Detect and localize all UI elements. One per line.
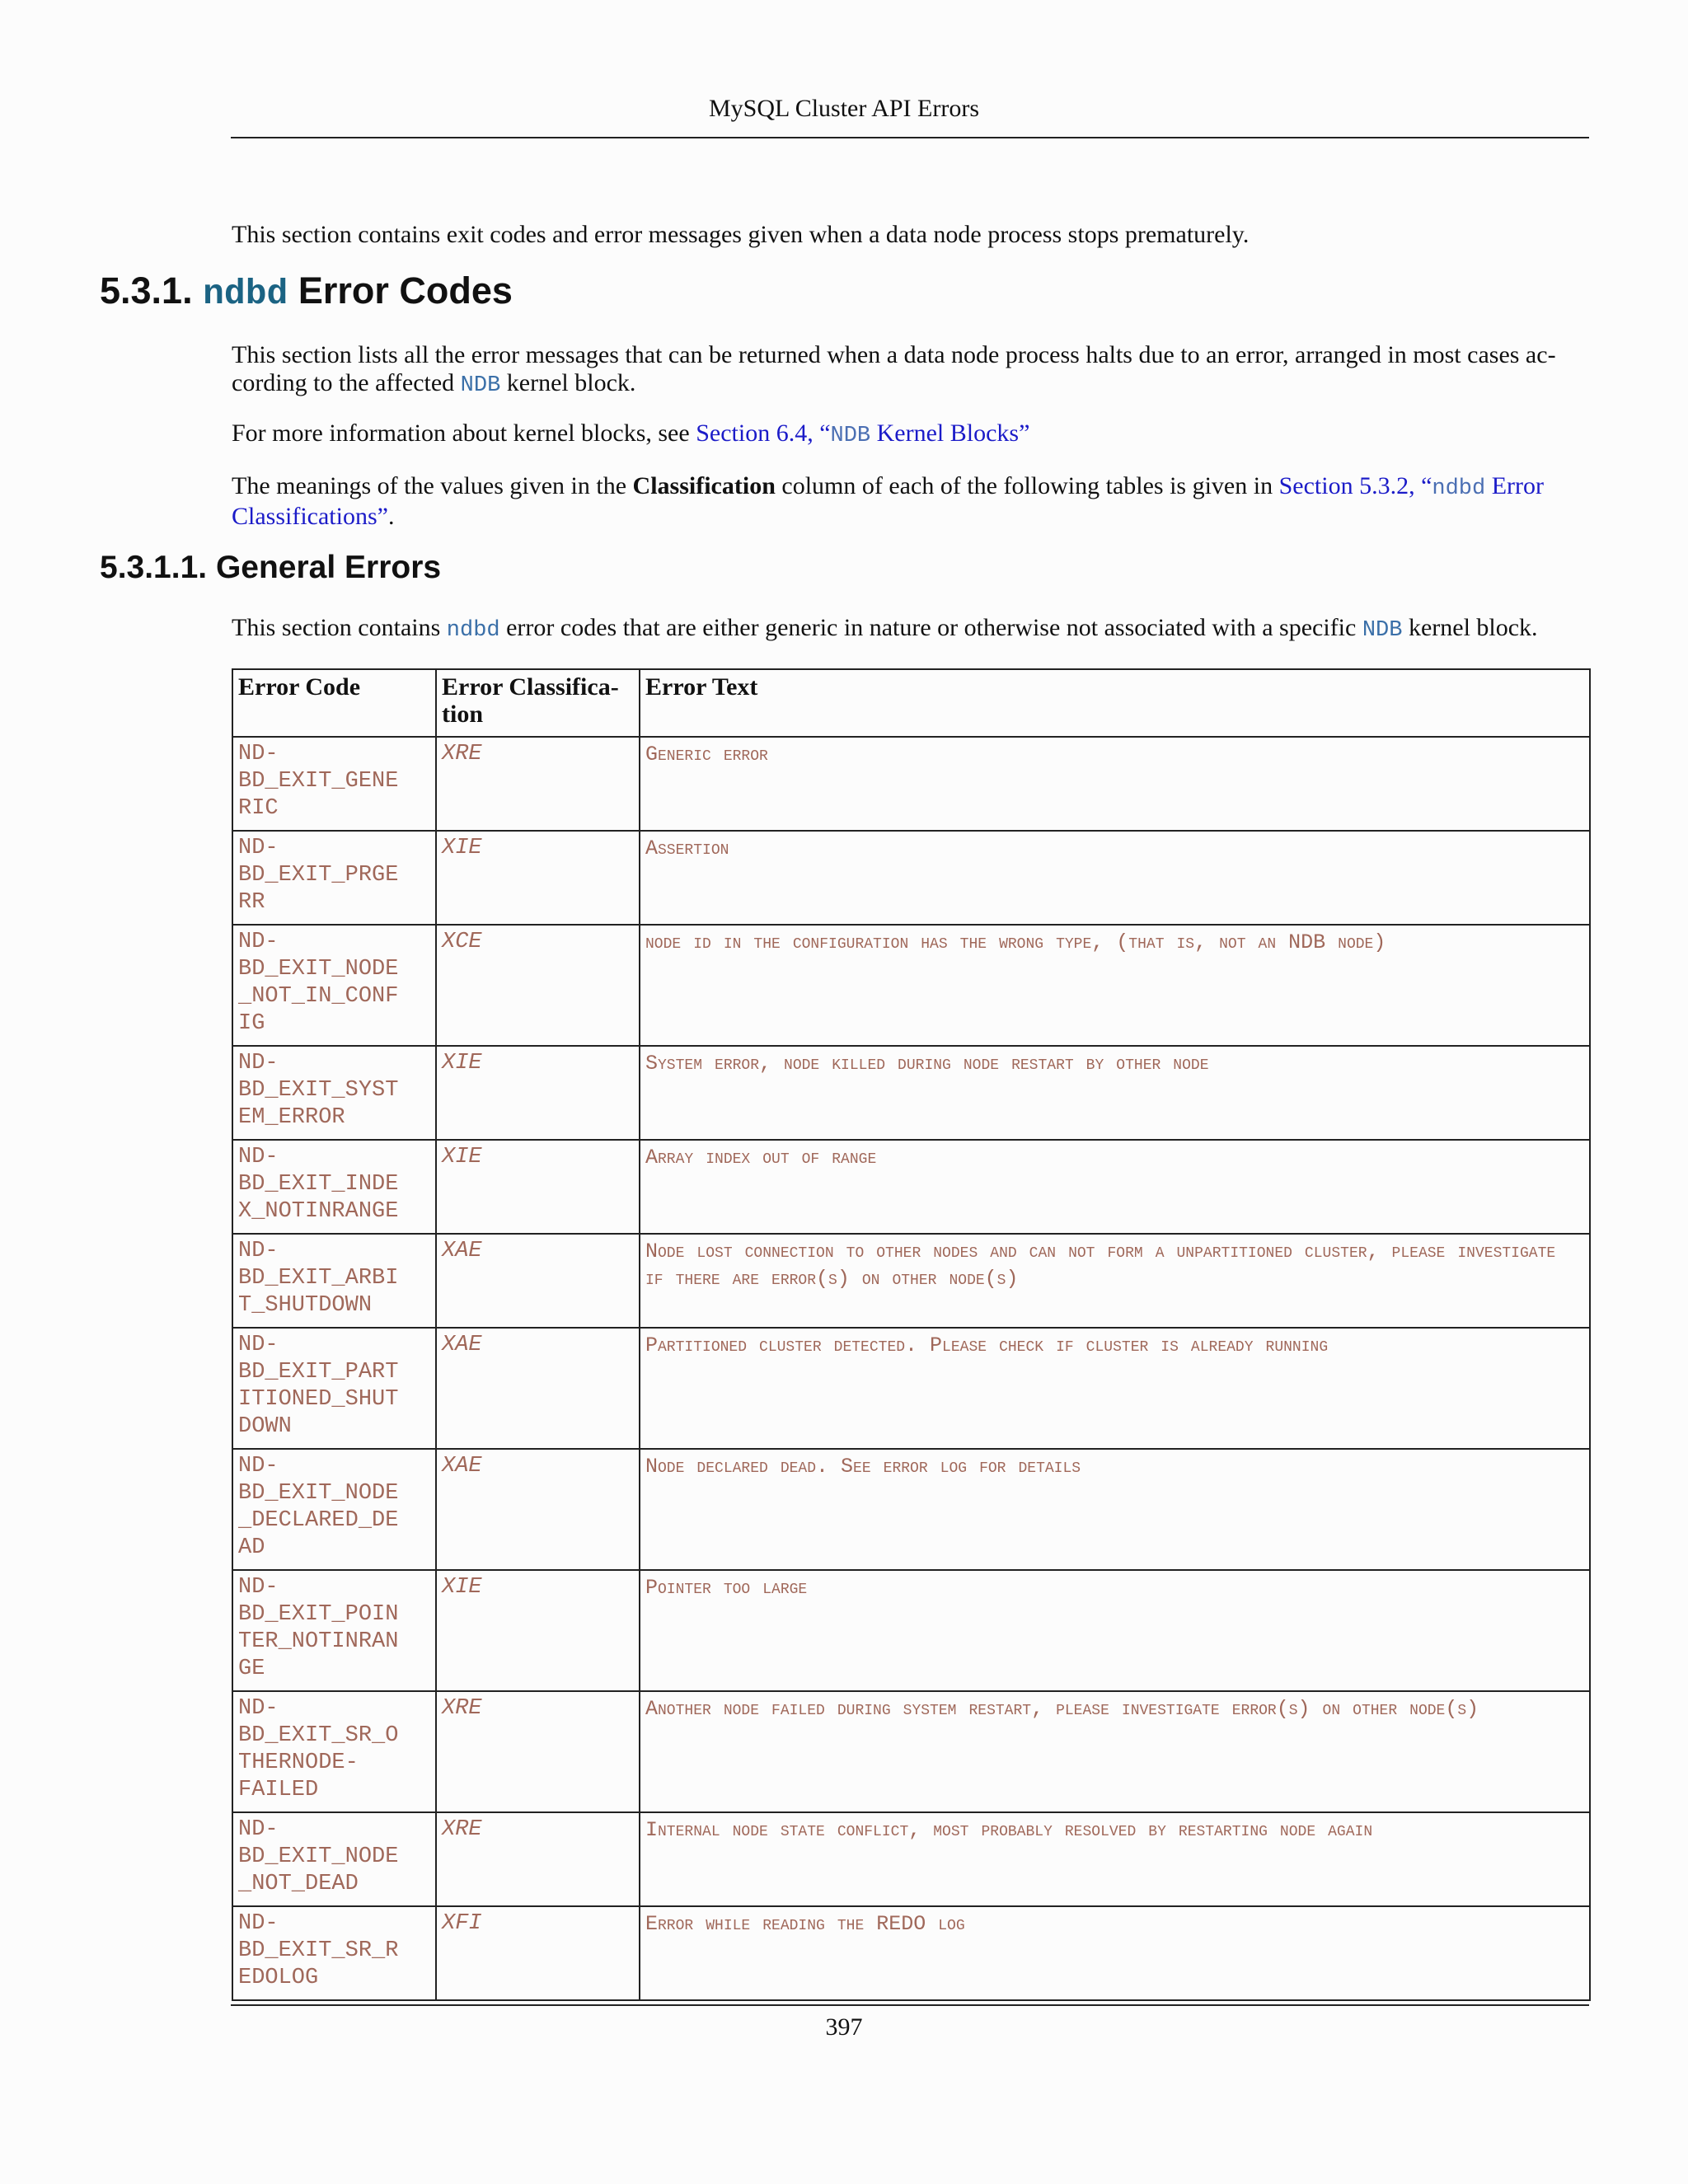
classification-cell: XRE: [436, 1812, 640, 1906]
error-text-cell: Generic error: [640, 737, 1590, 831]
error-text-cell: Another node failed during system restart, please investigate error(s) on other node(s): [640, 1691, 1590, 1812]
error-text-cell: Partitioned cluster detected. Please check if cluster is already running: [640, 1328, 1590, 1449]
para3-text: The meanings of the values given in the: [232, 472, 633, 499]
table-row: [232, 1328, 1590, 1449]
subsection-title: General Errors: [215, 550, 442, 585]
classification-cell: XIE: [436, 1046, 640, 1140]
classification-cell: XIE: [436, 831, 640, 925]
page-number: 397: [825, 2013, 863, 2041]
table-row: [232, 1570, 1590, 1691]
error-code-cell: ND- BD_EXIT_POIN TER_NOTINRAN GE: [232, 1570, 436, 1691]
table-row: [232, 831, 1590, 925]
link-text-end: Kernel Blocks”: [870, 419, 1030, 447]
error-text-cell: Assertion: [640, 831, 1590, 925]
intro-paragraph: This section contains exit codes and error messages given when a data node process stops prematurely.: [232, 221, 1250, 248]
para1-text-end: kernel block.: [500, 369, 636, 396]
error-text-cell: Node lost connection to other nodes and can not form a unpartitioned cluster, please investigate if there are error(s) on other node(s): [640, 1234, 1590, 1328]
error-text-cell: Pointer too large: [640, 1570, 1590, 1691]
table-row: [232, 1449, 1590, 1570]
error-code-cell: ND- BD_EXIT_NODE _NOT_DEAD: [232, 1812, 436, 1906]
para1-code: NDB: [460, 373, 501, 398]
error-code-cell: ND- BD_EXIT_SYST EM_ERROR: [232, 1046, 436, 1140]
sub-text: This section contains: [232, 614, 447, 641]
sub-code-ndb: NDB: [1362, 618, 1403, 643]
table-row: [232, 1812, 1590, 1906]
table-row: [232, 1046, 1590, 1140]
error-code-cell: ND- BD_EXIT_SR_R EDOLOG: [232, 1906, 436, 2000]
error-text-cell: Error while reading the REDO log: [640, 1906, 1590, 2000]
subsection-number: 5.3.1.1.: [100, 550, 208, 585]
error-code-cell: ND- BD_EXIT_NODE _NOT_IN_CONF IG: [232, 925, 436, 1046]
section-heading: [100, 269, 513, 314]
sub-code-ndbd: ndbd: [446, 618, 500, 643]
link-text: Section 6.4, “: [696, 419, 831, 447]
error-text-cell: node id in the configuration has the wrong type, (that is, not an NDB node): [640, 925, 1590, 1046]
error-code-cell: ND- BD_EXIT_PRGE RR: [232, 831, 436, 925]
subsection-paragraph: [232, 614, 1587, 644]
error-text-cell: System error, node killed during node restart by other node: [640, 1046, 1590, 1140]
classification-cell: XRE: [436, 1691, 640, 1812]
section-code: ndbd: [203, 274, 288, 314]
error-code-cell: ND- BD_EXIT_SR_O THERNODE- FAILED: [232, 1691, 436, 1812]
classification-cell: XFI: [436, 1906, 640, 2000]
column-header: Error Classifica- tion: [436, 669, 640, 737]
classification-cell: XRE: [436, 737, 640, 831]
para3-text-mid: column of each of the following tables is given in: [775, 472, 1279, 499]
classification-cell: XCE: [436, 925, 640, 1046]
classification-cell: XAE: [436, 1328, 640, 1449]
table-header-row: [232, 669, 1590, 737]
classification-cell: XAE: [436, 1234, 640, 1328]
subsection-heading: [100, 550, 441, 586]
link-text: Section 5.3.2, “: [1278, 472, 1432, 499]
classification-cell: XIE: [436, 1140, 640, 1234]
error-code-cell: ND- BD_EXIT_NODE _DECLARED_DE AD: [232, 1449, 436, 1570]
footer-rule: [231, 2004, 1589, 2006]
error-code-cell: ND- BD_EXIT_PART ITIONED_SHUT DOWN: [232, 1328, 436, 1449]
para1-text: This section lists all the error messages that can be returned when a data node process halts due to an error, arranged in most cases ac-cording to the affected: [232, 341, 1556, 396]
error-code-cell: ND- BD_EXIT_INDE X_NOTINRANGE: [232, 1140, 436, 1234]
column-header: Error Code: [232, 669, 436, 737]
table-row: [232, 1906, 1590, 2000]
error-code-cell: ND- BD_EXIT_GENE RIC: [232, 737, 436, 831]
section-paragraph-3: [232, 472, 1587, 531]
classification-cell: XAE: [436, 1449, 640, 1570]
section-paragraph-2: [232, 419, 1587, 450]
error-text-cell: Internal node state conflict, most probably resolved by restarting node again: [640, 1812, 1590, 1906]
classification-cell: XIE: [436, 1570, 640, 1691]
table-row: [232, 925, 1590, 1046]
table-row: [232, 737, 1590, 831]
link-code: ndbd: [1432, 476, 1486, 501]
header-rule: [231, 137, 1589, 138]
running-header: MySQL Cluster API Errors: [708, 95, 980, 122]
sub-text-end: kernel block.: [1402, 614, 1538, 641]
table-row: [232, 1140, 1590, 1234]
table-row: [232, 1234, 1590, 1328]
link-text-end: Error Classifications”: [232, 472, 1545, 530]
link-code: NDB: [830, 424, 871, 448]
section-paragraph-1: [232, 341, 1587, 400]
error-code-cell: ND- BD_EXIT_ARBI T_SHUTDOWN: [232, 1234, 436, 1328]
kernel-blocks-link[interactable]: [696, 419, 1029, 447]
column-header: Error Text: [640, 669, 1590, 737]
section-title: Error Codes: [298, 269, 513, 312]
error-codes-table: [232, 668, 1591, 2001]
error-text-cell: Array index out of range: [640, 1140, 1590, 1234]
error-text-cell: Node declared dead. See error log for details: [640, 1449, 1590, 1570]
para3-text-end: .: [387, 503, 395, 530]
para2-text: For more information about kernel blocks, see: [232, 419, 696, 447]
table-row: [232, 1691, 1590, 1812]
para3-bold: Classification: [632, 472, 776, 499]
sub-text-mid: error codes that are either generic in nature or otherwise not associated with a specific: [499, 614, 1362, 641]
section-number: 5.3.1.: [100, 269, 193, 312]
